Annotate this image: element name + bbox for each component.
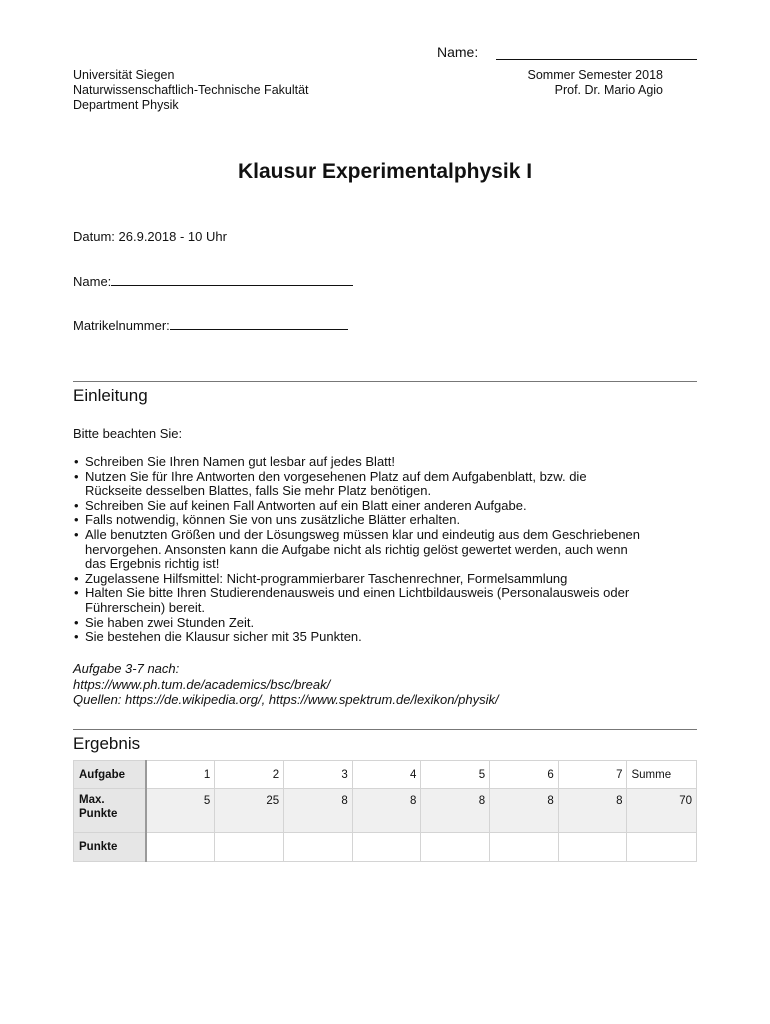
section-title-intro: Einleitung	[73, 386, 148, 405]
page-title: Klausur Experimentalphysik I	[237, 160, 533, 183]
matrikel-field	[73, 317, 348, 333]
professor-line: Prof. Dr. Mario Agio	[554, 83, 663, 97]
instruction-list	[73, 455, 703, 645]
list-item: • Halten Sie bitte Ihren Studierendenausweis und einen Lichtbildausweis (Personalausweis oder Führerschein) bereit.	[74, 585, 630, 615]
table-cell: 8	[421, 789, 490, 833]
table-cell: 25	[215, 789, 284, 833]
table-cell: 4	[352, 761, 421, 789]
table-cell: 5	[146, 789, 215, 833]
table-cell: 3	[284, 761, 353, 789]
top-name-label: Name:	[437, 44, 479, 60]
table-cell: 70	[627, 789, 697, 833]
intro-lead: Bitte beachten Sie:	[73, 426, 183, 441]
table-cell: 6	[490, 761, 559, 789]
table-cell: 8	[490, 789, 559, 833]
table-row	[74, 789, 697, 833]
list-item: • Schreiben Sie Ihren Namen gut lesbar auf jedes Blatt!	[74, 454, 396, 469]
row-header: Punkte	[74, 833, 146, 862]
department-line: Department Physik	[73, 98, 179, 112]
list-item: • Sie haben zwei Stunden Zeit.	[74, 614, 255, 630]
table-cell: 8	[352, 789, 421, 833]
row-header: Aufgabe	[74, 761, 146, 789]
table-cell: 1	[146, 761, 215, 789]
points-input-cell[interactable]	[146, 833, 215, 862]
points-input-cell[interactable]	[215, 833, 284, 862]
top-name-blank[interactable]	[496, 59, 697, 60]
matrikel-field-blank[interactable]	[170, 317, 348, 330]
refs-sources[interactable]: Quellen: https://de.wikipedia.org/, https://www.spektrum.de/lexikon/physik/	[73, 692, 499, 707]
semester-line: Sommer Semester 2018	[527, 68, 663, 82]
points-input-cell[interactable]	[352, 833, 421, 862]
faculty-line: Naturwissenschaftlich-Technische Fakultät	[73, 83, 309, 97]
list-item: • Schreiben Sie auf keinen Fall Antworten auf ein Blatt einer anderen Aufgabe.	[74, 497, 527, 513]
points-input-cell[interactable]	[558, 833, 627, 862]
table-row	[74, 761, 697, 789]
points-input-cell[interactable]	[284, 833, 353, 862]
points-input-cell[interactable]	[421, 833, 490, 862]
row-header: Max. Punkte	[74, 789, 146, 833]
section-title-result: Ergebnis	[73, 734, 141, 753]
divider	[73, 729, 697, 730]
name-field	[73, 273, 353, 289]
list-item: • Zugelassene Hilfsmittel: Nicht-programmierbarer Taschenrechner, Formelsammlung	[74, 570, 568, 586]
refs-link[interactable]: https://www.ph.tum.de/academics/bsc/break/	[73, 676, 331, 692]
table-cell: 5	[421, 761, 490, 789]
divider	[73, 381, 697, 382]
table-cell: 8	[558, 789, 627, 833]
result-table	[73, 760, 697, 862]
table-row	[74, 833, 697, 862]
name-field-blank[interactable]	[111, 273, 353, 286]
table-cell: 7	[558, 761, 627, 789]
table-cell: Summe	[627, 761, 697, 789]
refs-line: Aufgabe 3-7 nach:	[73, 661, 180, 676]
points-input-cell[interactable]	[627, 833, 697, 862]
list-item: • Alle benutzten Größen und der Lösungsweg müssen klar und eindeutig aus dem Geschriebenen hervorgehen. Ansonsten kann die Aufgabe nicht als richtig gelöst gewertet werden, auch wenn das Ergebnis richtig ist!	[74, 526, 641, 572]
references	[73, 661, 499, 708]
list-item: • Sie bestehen die Klausur sicher mit 35 Punkten.	[74, 629, 362, 645]
points-input-cell[interactable]	[490, 833, 559, 862]
name-field-label: Name:	[73, 274, 112, 289]
university-block	[73, 68, 309, 113]
matrikel-field-label: Matrikelnummer:	[73, 318, 170, 333]
university-line: Universität Siegen	[73, 68, 175, 82]
list-item: • Falls notwendig, können Sie von uns zusätzliche Blätter erhalten.	[74, 512, 461, 528]
semester-block	[528, 68, 663, 98]
list-item: • Nutzen Sie für Ihre Antworten den vorgesehenen Platz auf dem Aufgabenblatt, bzw. die Rückseite desselben Blattes, falls Sie mehr Platz benötigen.	[74, 468, 587, 499]
date-field: Datum: 26.9.2018 - 10 Uhr	[73, 229, 227, 244]
table-cell: 8	[284, 789, 353, 833]
table-cell: 2	[215, 761, 284, 789]
